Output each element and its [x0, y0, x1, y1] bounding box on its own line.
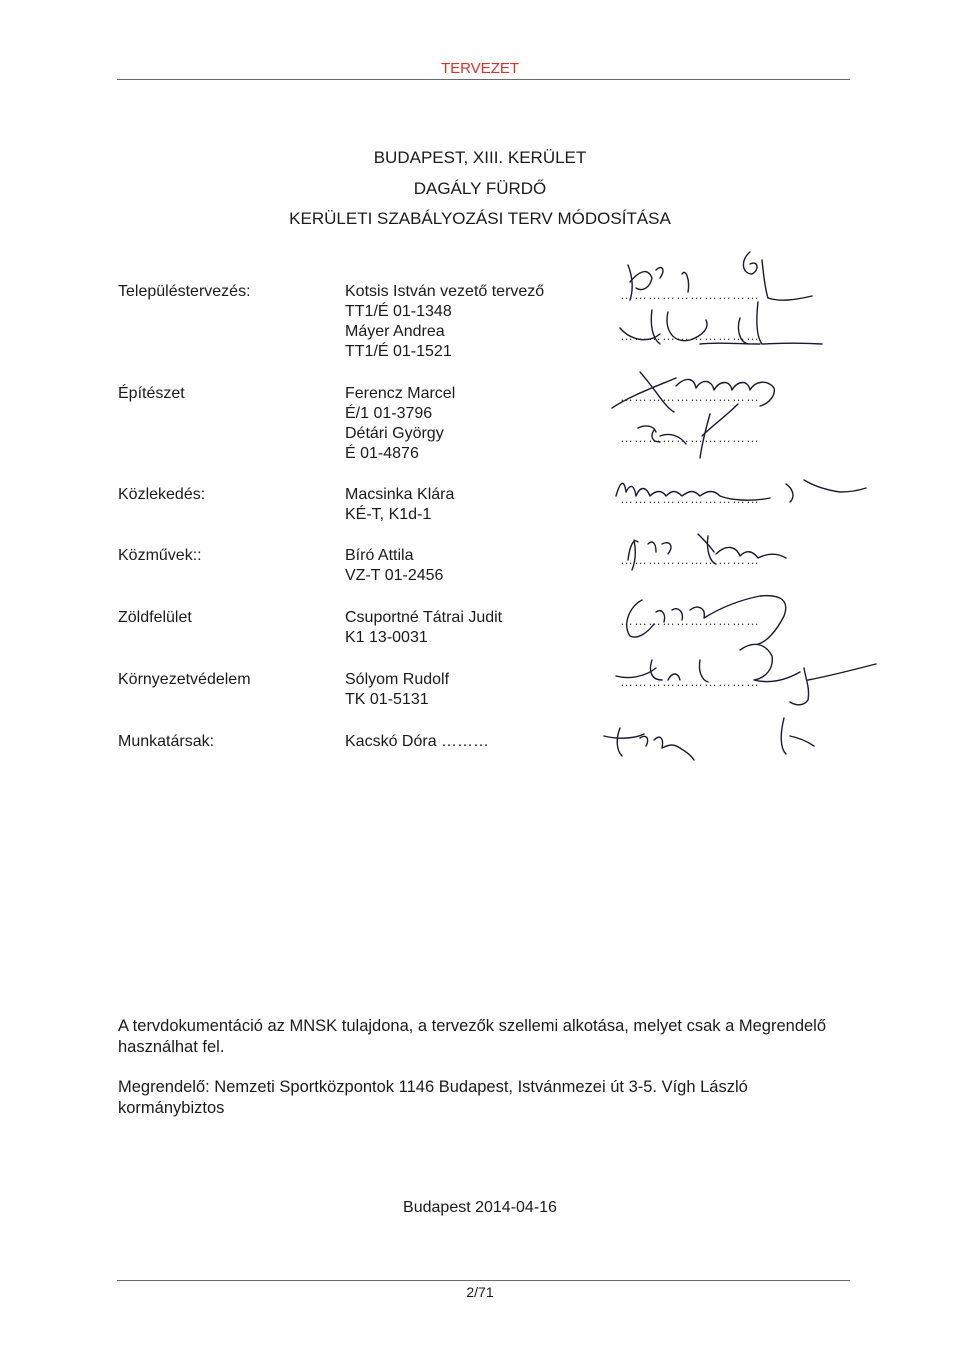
role-names-urban-planning — [345, 282, 544, 362]
signature-biro — [628, 534, 786, 570]
signature-line: ………………………… — [620, 389, 760, 404]
name-line: Bíró Attila — [345, 547, 414, 564]
signature-ferencz — [612, 372, 774, 412]
signature-csuportne — [627, 596, 786, 644]
title-district: BUDAPEST, XIII. KERÜLET — [373, 148, 587, 167]
role-names-green-space — [345, 608, 502, 648]
role-label-utilities: Közművek:: — [118, 547, 202, 564]
name-line: TT1/É 01-1521 — [345, 343, 452, 360]
name-line: Máyer Andrea — [345, 323, 445, 340]
signature-line: ………………………… — [620, 328, 760, 343]
name-line: Détári György — [345, 425, 444, 442]
role-names-utilities — [345, 546, 443, 586]
name-line: KÉ-T, K1d-1 — [345, 506, 432, 523]
name-line: VZ-T 01-2456 — [345, 567, 444, 584]
signature-detari — [638, 404, 738, 458]
name-line: TT1/É 01-1348 — [345, 303, 452, 320]
client-info: Megrendelő: Nemzeti Sportközpontok 1146 Budapest, Istvánmezei út 3-5. Vígh László kormánybiztos — [118, 1078, 748, 1117]
role-names-transport — [345, 485, 454, 525]
signature-line: ………………………… — [620, 287, 760, 302]
title-project: DAGÁLY FÜRDŐ — [413, 179, 547, 198]
signature-line: ………………………… — [620, 552, 760, 567]
name-line: Ferencz Marcel — [345, 385, 456, 402]
role-label-green-space: Zöldfelület — [118, 609, 192, 626]
signature-kacsko — [604, 718, 814, 760]
signature-macsinka — [616, 480, 866, 502]
name-line: É/1 01-3796 — [345, 405, 433, 422]
name-line: Sólyom Rudolf — [345, 671, 450, 688]
signature-line: ………………………… — [620, 430, 760, 445]
name-line: TK 01-5131 — [345, 691, 429, 708]
signature-line: ………………………… — [620, 613, 760, 628]
handwritten-signatures — [590, 240, 880, 780]
role-label-staff: Munkatársak: — [118, 733, 215, 750]
role-label-transport: Közlekedés: — [118, 486, 206, 503]
ownership-note: A tervdokumentáció az MNSK tulajdona, a tervezők szellemi alkotása, melyet csak a Megrendelő használhat fel. — [118, 1017, 827, 1056]
signature-kotsis — [628, 252, 812, 300]
role-names-environment — [345, 670, 449, 710]
page-number: 2/71 — [466, 1284, 494, 1300]
signature-solyom — [616, 644, 876, 704]
footer-rule — [117, 1280, 850, 1281]
name-line: Kotsis István vezető tervező — [345, 283, 545, 300]
name-line: Csuportné Tátrai Judit — [345, 609, 503, 626]
signature-line: ………………………… — [620, 491, 760, 506]
role-label-urban-planning: Településtervezés: — [118, 283, 251, 300]
name-line: É 01-4876 — [345, 445, 419, 462]
role-names-architecture — [345, 384, 455, 464]
draft-label: TERVEZET — [440, 60, 520, 77]
title-plan: KERÜLETI SZABÁLYOZÁSI TERV MÓDOSÍTÁSA — [289, 209, 671, 228]
name-line: Macsinka Klára — [345, 486, 455, 503]
role-label-environment: Környezetvédelem — [118, 671, 251, 688]
name-line: Kacskó Dóra ……… — [345, 733, 490, 750]
signature-line: ………………………… — [620, 674, 760, 689]
header-rule — [117, 79, 850, 80]
role-names-staff — [345, 732, 489, 752]
role-label-architecture: Építészet — [118, 385, 185, 402]
name-line: K1 13-0031 — [345, 629, 428, 646]
document-date: Budapest 2014-04-16 — [403, 1199, 557, 1216]
signature-mayer — [620, 302, 822, 344]
